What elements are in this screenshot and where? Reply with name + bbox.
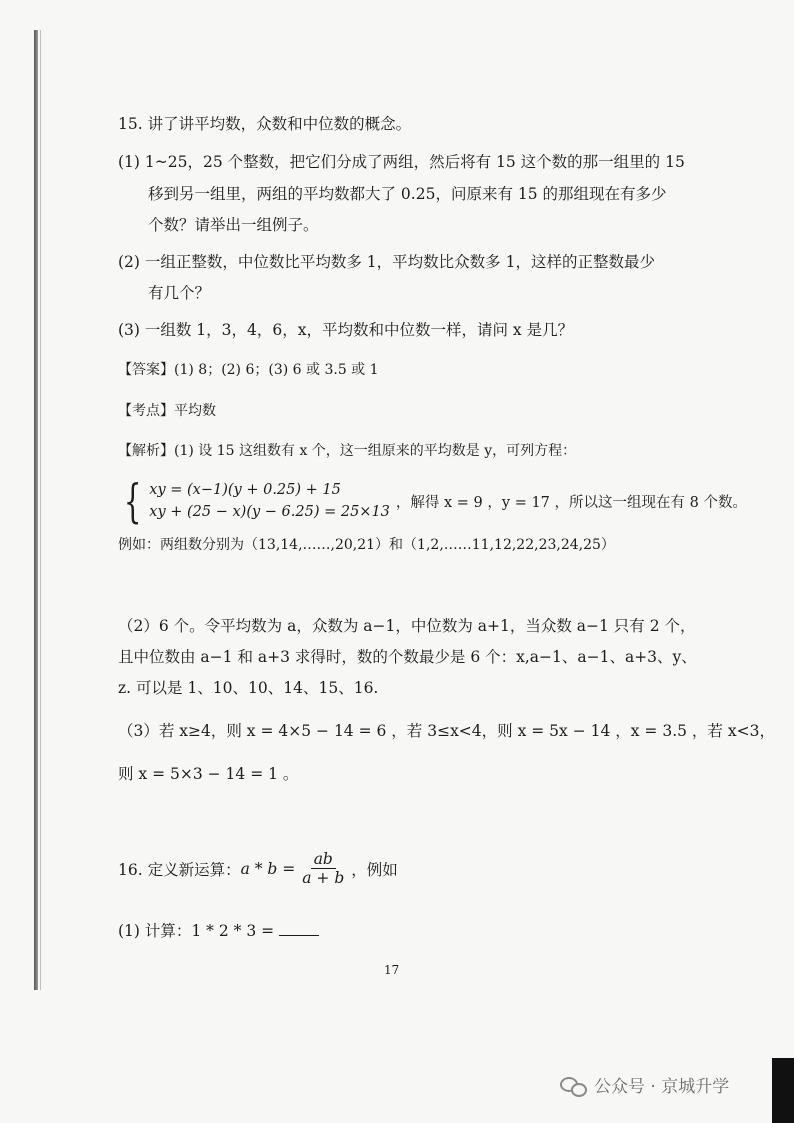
question-15-title: 15. 讲了讲平均数，众数和中位数的概念。 bbox=[118, 115, 412, 133]
q15-part1-line1: (1) 1~25，25 个整数，把它们分成了两组，然后将有 15 这个数的那一组里的 15 bbox=[118, 153, 685, 171]
q16-title-prefix: 16. 定义新运算： bbox=[118, 860, 241, 879]
answer-line: 【答案】(1) 8；(2) 6；(3) 6 或 3.5 或 1 bbox=[118, 362, 379, 378]
scan-shadow-edge bbox=[34, 30, 38, 990]
page-number: 17 bbox=[384, 963, 400, 977]
example-line: 例如：两组数分别为（13,14,……,20,21）和（1,2,……11,12,22,23,24,25） bbox=[118, 537, 615, 553]
q16-calc-text: (1) 计算：1 * 2 * 3 = bbox=[118, 922, 275, 940]
equation-system bbox=[118, 474, 747, 528]
answer2-line3: z. 可以是 1、10、10、14、15、16. bbox=[118, 679, 379, 697]
analysis-line: 【解析】(1) 设 15 这组数有 x 个，这一组原来的平均数是 y，可列方程： bbox=[118, 443, 577, 459]
brace-glyph: { bbox=[123, 474, 142, 528]
q16-title-suffix: ，例如 bbox=[351, 860, 398, 879]
answer-blank bbox=[279, 921, 319, 936]
q16-lhs: a * b = bbox=[240, 859, 296, 878]
q16-frac-num: ab bbox=[311, 850, 336, 869]
answer3-line1: （3）若 x≥4，则 x = 4×5 − 14 = 6 ，若 3≤x<4，则 x = 5x − 14 ，x = 3.5 ，若 x<3， bbox=[118, 722, 775, 740]
wechat-icon bbox=[560, 1075, 586, 1095]
q15-part2-line1: (2) 一组正整数，中位数比平均数多 1，平均数比众数多 1，这样的正整数最少 bbox=[118, 253, 655, 271]
equation-solution: ，解得 x = 9 ，y = 17 ，所以这一组现在有 8 个数。 bbox=[395, 494, 747, 511]
q15-part2-line2: 有几个？ bbox=[148, 284, 211, 302]
q15-part3: (3) 一组数 1，3，4，6，x，平均数和中位数一样，请问 x 是几？ bbox=[118, 321, 574, 339]
answer3-line2: 则 x = 5×3 − 14 = 1 。 bbox=[118, 765, 299, 783]
scan-corner-mark bbox=[772, 1058, 794, 1123]
answer2-line1: （2）6 个。令平均数为 a，众数为 a−1，中位数为 a+1，当众数 a−1 只有 2 个， bbox=[118, 617, 696, 635]
q15-part1-line3: 个数？请举出一组例子。 bbox=[148, 216, 319, 234]
question-16-title bbox=[118, 850, 398, 887]
q16-fraction bbox=[299, 850, 347, 887]
scan-shadow-line bbox=[40, 30, 41, 990]
topic-line: 【考点】平均数 bbox=[118, 403, 216, 419]
q16-part1 bbox=[118, 919, 319, 941]
watermark bbox=[560, 1072, 729, 1097]
q16-frac-den: a + b bbox=[302, 869, 345, 887]
equation-1: xy = (x−1)(y + 0.25) + 15 bbox=[149, 482, 341, 498]
watermark-text: 公众号 · 京城升学 bbox=[594, 1077, 730, 1097]
q15-part1-line2: 移到另一组里，两组的平均数都大了 0.25，问原来有 15 的那组现在有多少 bbox=[148, 185, 667, 203]
equation-2: xy + (25 − x)(y − 6.25) = 25×13 bbox=[149, 504, 390, 520]
answer2-line2: 且中位数由 a−1 和 a+3 求得时，数的个数最少是 6 个：x,a−1、a−1、a+3、y、 bbox=[118, 648, 697, 666]
